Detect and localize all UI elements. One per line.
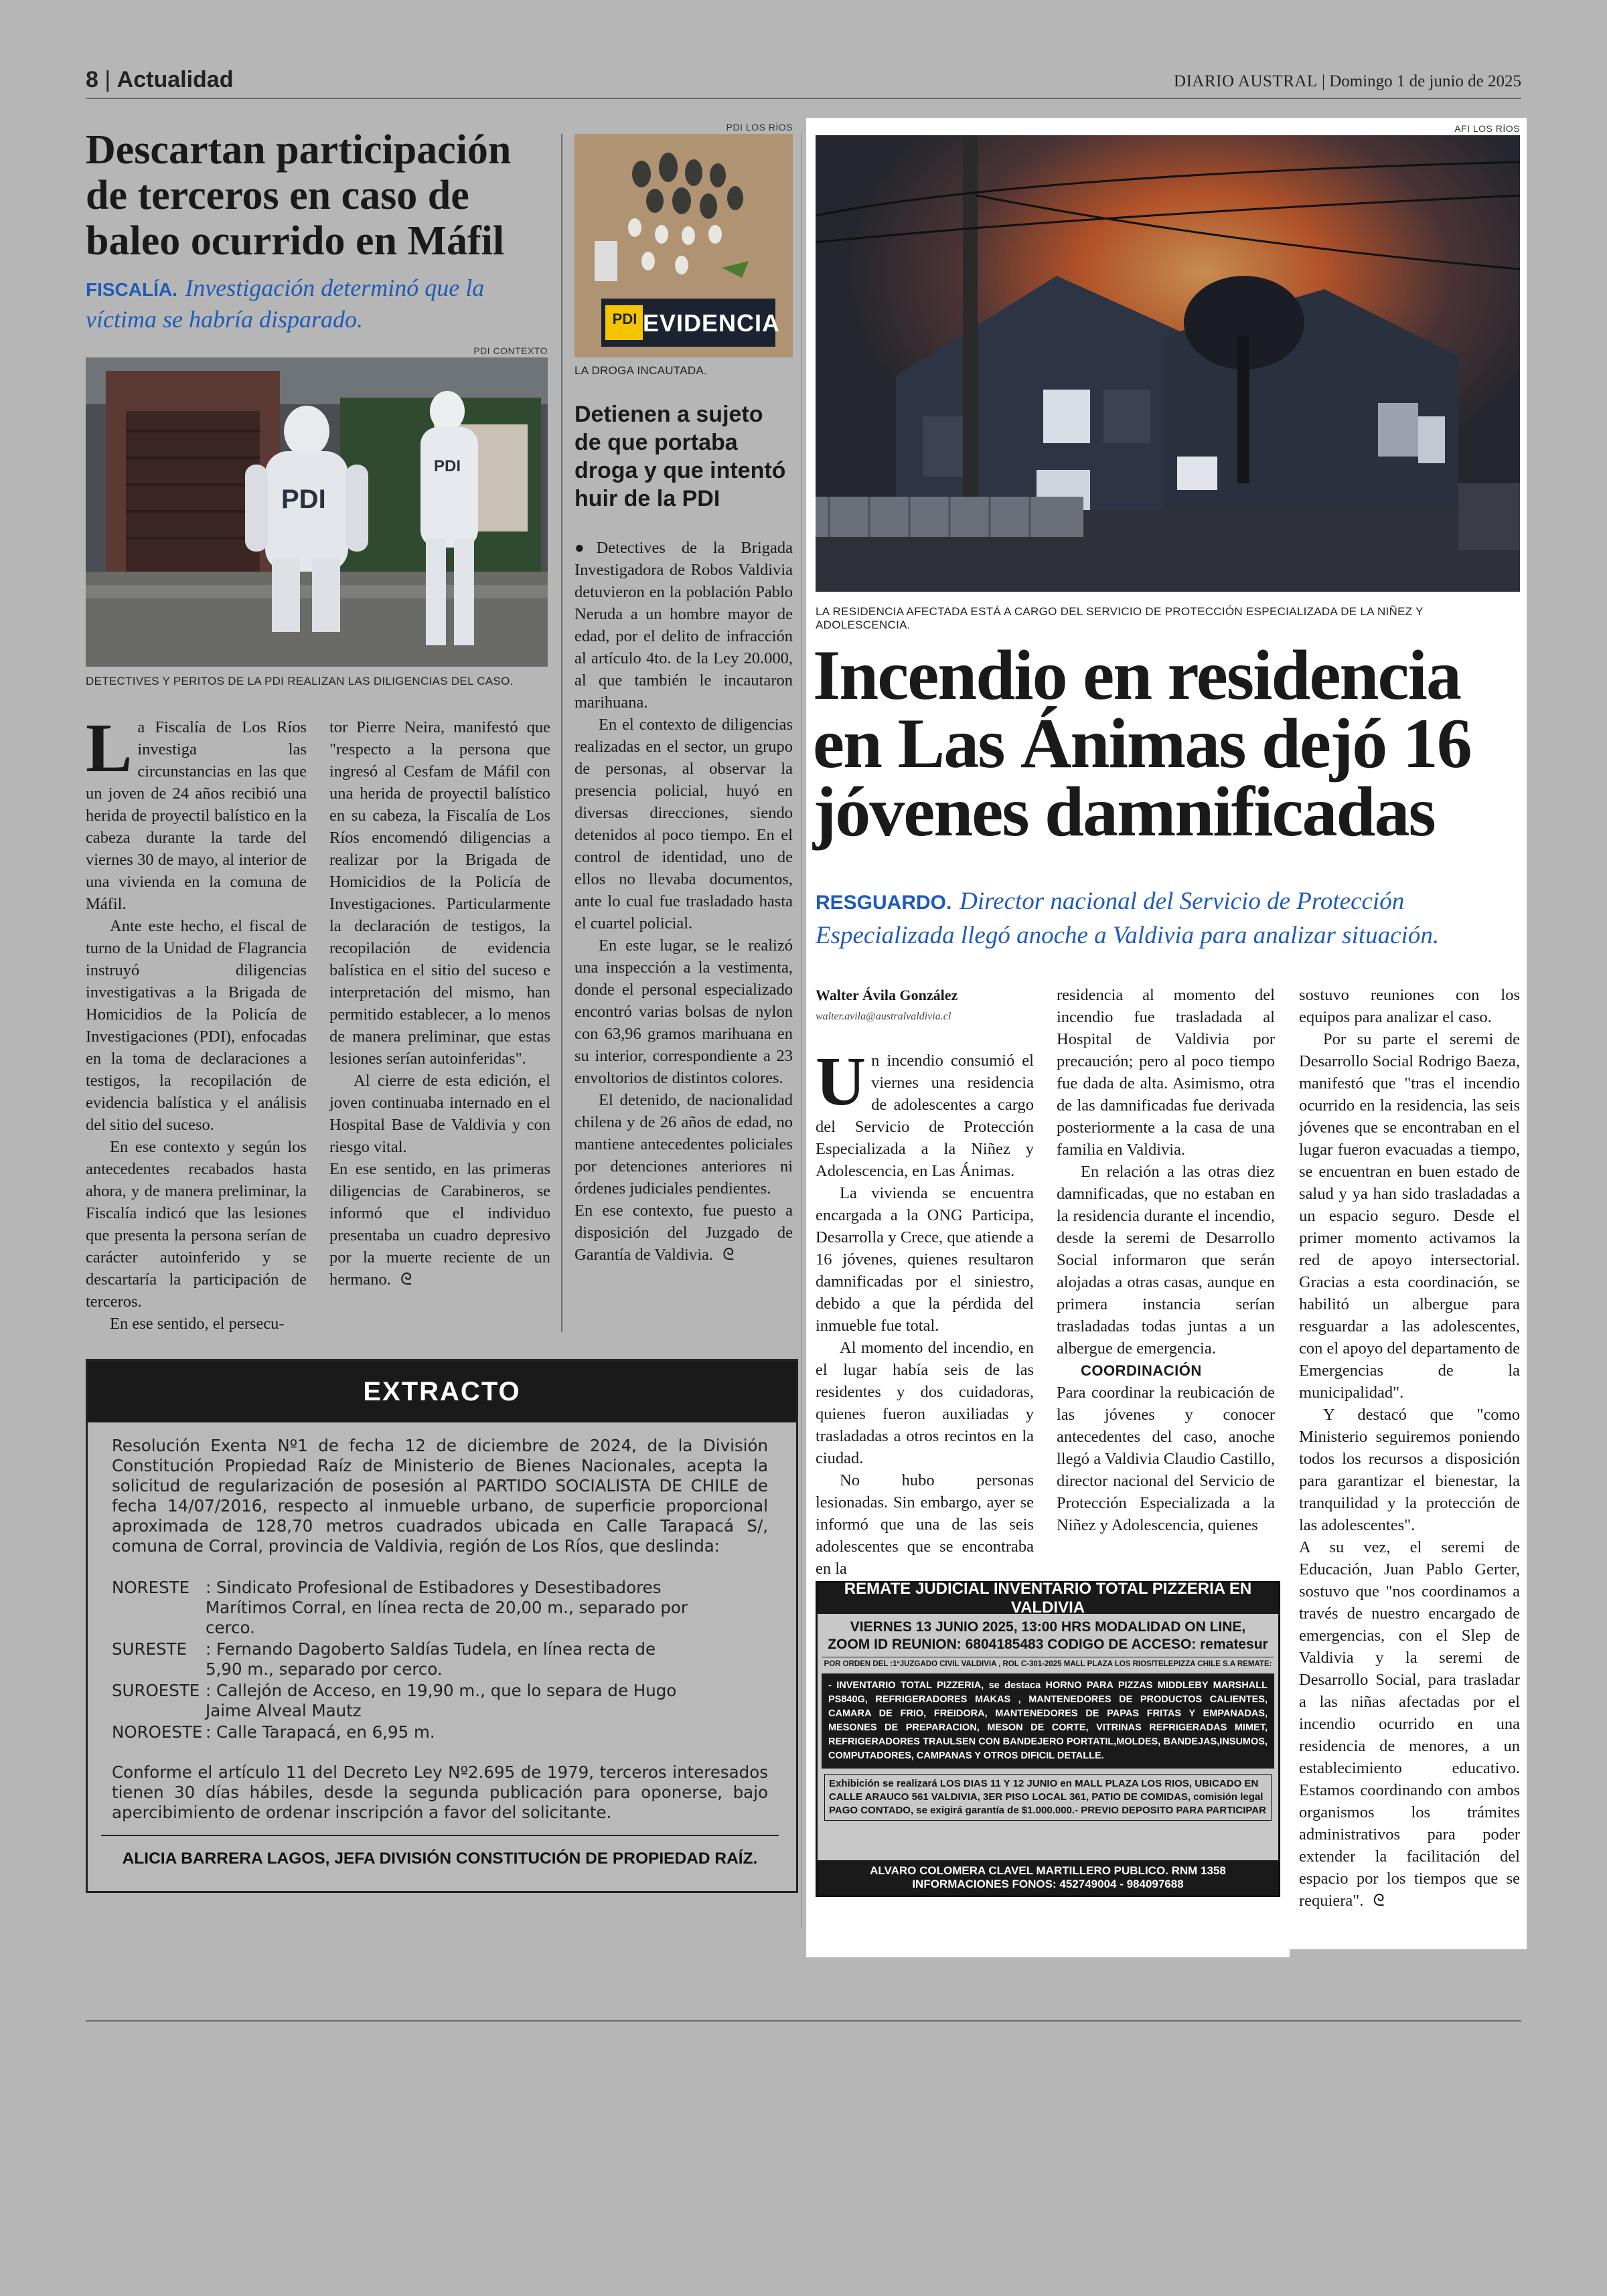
story2-paragraph: En el contexto de diligencias realizadas en el sector, un grupo de personas, al observar la presencia policial, huyó en diversas direcciones, siendo detenidos al poco tiempo. En el control de identidad, uno de ellos no llevaba documentos, ante lo cual fue trasladado hasta el cuartel policial. xyxy=(575,716,793,932)
extracto-signature-rule xyxy=(101,1835,779,1836)
section-name: Actualidad xyxy=(117,67,234,92)
story3-paragraph: n incendio consumió el viernes una residencia de adolescentes a cargo del Servicio de Protección Especializada a la Niñez y Adolescencia, en Las Ánimas. xyxy=(816,1052,1034,1180)
footer-rule xyxy=(86,2020,1521,2022)
boundary-direction: SUROESTE xyxy=(112,1681,200,1700)
page-number: 8 xyxy=(86,67,98,92)
issue-date: Domingo 1 de junio de 2025 xyxy=(1329,72,1521,90)
story1-paragraph: Al cierre de esta edición, el joven continuaba internado en el Hospital Base de Valdivia y con riesgo vital. xyxy=(329,1072,550,1156)
story3-paragraph: Por su parte el seremi de Desarrollo Social Rodrigo Baeza, manifestó que "tras el incendio ocurrido en la residencia, las seis jóvenes que se encontraban en el lugar fueron evacuadas a tiempo, se encuentran en buen estado de salud y ya han sido trasladadas a un espacio seguro. Desde el primer momento activamos la red de apoyo intersectorial. Gracias a esta coordinación, se habilitó un albergue para resguardar a las adolescentes, con el apoyo del departamento de Emergencias de la municipalidad". xyxy=(1299,1030,1520,1402)
boundary-direction: NOROESTE xyxy=(112,1722,203,1742)
story2-paragraph: En este lugar, se le realizó una inspección a la vestimenta, donde el personal especializado encontró varias bolsas de nylon con 63,96 gramos marihuana en su interior, correspondiente a 23 envoltorios de distintos colores. xyxy=(575,936,793,1087)
story3-email: walter.avila@australvaldivia.cl xyxy=(816,1011,951,1022)
story1-column-1 xyxy=(86,710,307,1335)
remate-exhibition: Exhibición se realizará LOS DIAS 11 Y 12 JUNIO en MALL PLAZA LOS RIOS, UBICADO EN CALLE ARAUCO 561 VALDIVIA, 3ER PISO LOCAL 361, PATIO DE COMIDAS, comisión legal PAGO CONTADO, se exigirá garantía de $1.000.000.- PREVIO DEPOSITO PARA PARTICIPAR xyxy=(824,1774,1272,1821)
story3-paragraph: Al momento del incendio, en el lugar había seis de las residentes y dos cuidadoras, quienes fueron auxiliadas y trasladadas a otros recintos en la ciudad. xyxy=(816,1339,1034,1467)
story2-end-mark: ᘓ xyxy=(722,1246,735,1264)
extracto-boundaries xyxy=(112,1578,768,1742)
story3-headline: Incendio en residencia en Las Ánimas dejó 16 jóvenes damnificadas xyxy=(813,636,1471,851)
evidence-badge-pdi: PDI xyxy=(612,311,637,327)
extracto-title: EXTRACTO xyxy=(363,1376,521,1406)
story3-author: Walter Ávila González xyxy=(816,987,958,1003)
remate-ad xyxy=(816,1581,1280,1897)
header-rule xyxy=(86,98,1521,99)
story3-column-3 xyxy=(1299,984,1520,1912)
extracto-closing: Conforme el artículo 11 del Decreto Ley Nº2.695 de 1979, terceros interesados tienen 30 días hábiles, desde la segunda publicación para oponerse, bajo apercibimiento de ordenar inscripción a favor del solicitante. xyxy=(112,1762,768,1822)
svg-text:PDI: PDI xyxy=(434,457,461,475)
story2-headline: Detienen a sujeto de que portaba droga y que intentó huir de la PDI xyxy=(575,402,786,511)
story1-kicker: FISCALÍA. xyxy=(86,279,177,300)
story3-paragraph: Y destacó que "como Ministerio seguiremos poniendo todos los recursos a disposición para garantizar el bienestar, la tranquilidad y la protección de las adolescentes". xyxy=(1299,1406,1520,1534)
remate-date-line: VIERNES 13 JUNIO 2025, 13:00 HRS MODALIDAD ON LINE, xyxy=(850,1619,1246,1635)
story3-dropcap: U xyxy=(816,1043,866,1120)
story3-column-2 xyxy=(1057,984,1275,1536)
boundary-row xyxy=(112,1578,768,1638)
story1-deck xyxy=(86,273,554,335)
house-fire-image xyxy=(816,135,1520,592)
remate-inventory: - INVENTARIO TOTAL PIZZERIA, se destaca HORNO PARA PIZZAS MIDDLEBY MARSHALL PS840G, REFRIGERADORES MAKAS , MANTENEDORES DE PRODUCTOS CALIENTES, CAMARA DE FRIO, FREIDORA, MANTENEDORES DE PAPAS FRITAS Y EMPANADAS, MESONES DE PREPARACION, MESON DE CORTE, VITRINAS REFRIGERADAS MIMET, REFRIGERADORES TRAULSEN CON BANDEJERO PORTATIL,MOLDES, BANDEJAS,INSUMOS, COMPUTADORES, CAMPANAS Y OTROS DIFICIL DETALLE. xyxy=(828,1680,1268,1761)
remate-zoom-line: ZOOM ID REUNION: 6804185483 CODIGO DE ACCESO: rematesur xyxy=(828,1637,1268,1652)
boundary-direction: NORESTE xyxy=(112,1578,190,1597)
story3-paragraph: A su vez, el seremi de Educación, Juan Pablo Gerter, sostuvo que "nos coordinamos a través de nuestro encargado de emergencias, con el Slep de Valdivia y la seremi de Desarrollo Social, para trasladar a las niñas afectadas por el incendio ocurrido en una residencia de menores, a un establecimiento educativo. Estamos coordinando con ambos organismos los trámites administrativos para poder extender la facilitación del espacio por los tiempos que se requiera". xyxy=(1299,1538,1520,1910)
story1-dropcap: L xyxy=(86,710,133,787)
extracto-notice xyxy=(86,1359,798,1893)
evidence-badge-text: EVIDENCIA xyxy=(643,309,781,337)
boundary-direction: SURESTE xyxy=(112,1639,187,1659)
boundary-row xyxy=(112,1722,768,1742)
story1-paragraph: tor Pierre Neira, manifestó que "respecto a la persona que ingresó al Cesfam de Máfil con una herida de proyectil balístico en su cabeza, la Fiscalía de Los Ríos encomendó diligencias a realizar por la Brigada de Homicidios de la Policía de Investigaciones. Particularmente la declaración de testigos, la recopilación de evidencia balística en el sitio del suceso e interpretación del mismo, han permitido establecer, a lo menos de manera preliminar, que estas lesiones serían autoinferidas". xyxy=(329,718,550,1068)
story2-paragraph: En ese contexto, fue puesto a disposición del Juzgado de Garantía de Valdivia. xyxy=(575,1202,793,1264)
story3-subhead: COORDINACIÓN xyxy=(1081,1362,1202,1379)
story3-paragraph: La vivienda se encuentra encargada a la ONG Participa, Desarrolla y Crece, que atiende a 16 jóvenes, quienes resultaron damnificadas por el siniestro, debido a que la pérdida del inmueble fue total. xyxy=(816,1184,1034,1335)
story1-photo-caption: DETECTIVES Y PERITOS DE LA PDI REALIZAN LAS DILIGENCIAS DEL CASO. xyxy=(86,675,514,687)
remate-title-bar xyxy=(818,1580,1278,1617)
story3-photo xyxy=(816,135,1520,592)
extracto-signature: ALICIA BARRERA LAGOS, JEFA DIVISIÓN CONSTITUCIÓN DE PROPIEDAD RAÍZ. xyxy=(122,1850,758,1868)
story1-column-2 xyxy=(329,716,550,1291)
forensic-scene-image xyxy=(86,357,548,667)
boundary-text: : Calle Tarapacá, en 6,95 m. xyxy=(206,1722,435,1742)
story1-paragraph: En ese contexto y según los antecedentes recabados hasta ahora, y de manera preliminar, la Fiscalía indicó que las lesiones que presenta la persona serían de carácter autoinferido y se descartaría la participación de terceros. xyxy=(86,1138,307,1311)
story1-headline: Descartan participación de terceros en caso de baleo ocurrido en Máfil xyxy=(86,127,512,264)
story3-photo-caption: LA RESIDENCIA AFECTADA ESTÁ A CARGO DEL SERVICIO DE PROTECCIÓN ESPECIALIZADA DE LA NIÑEZ Y ADOLESCENCIA. xyxy=(816,605,1424,631)
story2-photo-credit: PDI LOS RÍOS xyxy=(726,122,793,133)
story3-end-mark: ᘓ xyxy=(1373,1892,1385,1910)
boundary-text: : Sindicato Profesional de Estibadores y Desestibadores Marítimos Corral, en línea recta de 20,00 m., separado por cerco. xyxy=(206,1578,688,1637)
story3-photo-credit: AFI LOS RÍOS xyxy=(1454,123,1520,134)
svg-text:PDI: PDI xyxy=(281,485,326,514)
paper-name: DIARIO AUSTRAL xyxy=(1174,72,1318,90)
story1-paragraph: Ante este hecho, el fiscal de turno de la Unidad de Flagrancia instruyó diligencias investigativas a la Brigada de Homicidios de la Policía de Investigaciones (PDI), enfocadas en la toma de declaraciones a testigos, la recopilación de evidencia balística y el análisis del sitio del suceso. xyxy=(86,917,307,1134)
story2-column xyxy=(575,537,793,1266)
remate-title: REMATE JUDICIAL INVENTARIO TOTAL PIZZERIA EN VALDIVIA xyxy=(844,1580,1252,1617)
story3-paragraph: En relación a las otras diez damnificadas, que no estaban en la residencia durante el incendio, desde la seremi de Desarrollo Social informaron que serán alojadas a otras casas, aunque en primera instancia serían trasladadas todas juntas a un albergue de emergencia. xyxy=(1057,1163,1275,1358)
story1-paragraph: a Fiscalía de Los Ríos investiga las circunstancias en las que un joven de 24 años recibió una herida de proyectil balístico en la cabeza durante la tarde del viernes 30 de mayo, al interior de una vivienda en la comuna de Máfil. xyxy=(86,718,307,913)
story3-paragraph: sostuvo reuniones con los equipos para analizar el caso. xyxy=(1299,986,1520,1026)
remate-inventory-block xyxy=(822,1673,1274,1769)
extracto-intro: Resolución Exenta Nº1 de fecha 12 de diciembre de 2024, de la División Constitución Propiedad Raíz de Ministerio de Bienes Nacionales, acepta la solicitud de regularización de posesión al PARTIDO SOCIALISTA DE CHILE de fecha 14/07/2016, respecto al inmueble urbano, de superficie proporcional aproximada de 128,70 metros cuadrados ubicada en Calle Tarapacá S/, comuna de Corral, provincia de Valdivia, región de Los Ríos, que deslinda: xyxy=(112,1436,768,1556)
story3-paragraph: residencia al momento del incendio fue trasladada al Hospital de Valdivia por precaución; pero al poco tiempo fue dada de alta. Asimismo, otra de las damnificadas fue derivada posteriormente a la casa de una familia en Valdivia. xyxy=(1057,986,1275,1159)
story2-paragraph: ●Detectives de la Brigada Investigadora de Robos Valdivia detuvieron en la población Pablo Neruda a un hombre mayor de edad, por el delito de infracción al artículo 4to. de la Ley 20.000, al que también le incautaron marihuana. xyxy=(575,539,793,712)
story3-kicker: RESGUARDO. xyxy=(816,892,952,914)
story2-photo-caption: LA DROGA INCAUTADA. xyxy=(575,364,708,377)
right-panel-lower-gray xyxy=(1290,1949,1527,1957)
boundary-row xyxy=(112,1681,768,1721)
story3-subtitle: Director nacional del Servicio de Protección Especializada llegó anoche a Valdivia para analizar situación. xyxy=(816,888,1440,949)
story1-paragraph: En ese sentido, en las primeras diligencias de Carabineros, se informó que el individuo presentaba un cuadro depresivo por la muerte reciente de un hermano. xyxy=(329,1160,550,1289)
story3-paragraph: No hubo personas lesionadas. Sin embargo, ayer se informó que una de las seis adolescentes que se encontraba en la xyxy=(816,1471,1034,1578)
boundary-text: : Fernando Dagoberto Saldías Tudela, en línea recta de 5,90 m., separado por cerco. xyxy=(206,1639,656,1679)
story2-photo xyxy=(575,134,793,357)
column-divider-1 xyxy=(561,134,562,1332)
story3-paragraph: Para coordinar la reubicación de las jóvenes y conocer antecedentes del caso, anoche llegó a Valdivia Claudio Castillo, director nacional del Servicio de Protección Especializada a la Niñez y Adolescencia, quienes xyxy=(1057,1384,1275,1534)
remate-auctioneer: ALVARO COLOMERA CLAVEL MARTILLERO PUBLICO. RNM 1358 xyxy=(870,1864,1226,1877)
masthead-dateline: DIARIO AUSTRAL | Domingo 1 de junio de 2025 xyxy=(1174,72,1521,90)
story3-deck xyxy=(816,885,1519,952)
remate-phones: INFORMACIONES FONOS: 452749004 - 984097688 xyxy=(912,1878,1184,1890)
page-folio: 8 | Actualidad xyxy=(86,67,234,92)
boundary-row xyxy=(112,1639,768,1679)
story1-subtitle: Investigación determinó que la víctima se habría disparado. xyxy=(86,274,485,333)
boundary-text: : Callejón de Acceso, en 19,90 m., que lo separa de Hugo Jaime Alveal Mautz xyxy=(206,1681,677,1720)
story2-paragraph: El detenido, de nacionalidad chilena y de 26 años de edad, no mantiene antecedentes policiales por detenciones anteriores ni órdenes judiciales pendientes. xyxy=(575,1091,793,1198)
extracto-title-bar xyxy=(88,1361,796,1422)
story1-paragraph: En ese sentido, el persecu- xyxy=(110,1315,285,1333)
remate-footer xyxy=(818,1860,1278,1895)
story1-end-mark: ᘓ xyxy=(400,1270,412,1289)
story3-column-1 xyxy=(816,1043,1034,1580)
story1-photo-credit: PDI CONTEXTO xyxy=(473,345,548,356)
story1-photo xyxy=(86,357,548,667)
remate-order-line: POR ORDEN DEL :1ºJUZGADO CIVIL VALDIVIA , ROL C-301-2025 MALL PLAZA LOS RIOS/TELEPIZZA CHILE S.A REMATE: xyxy=(822,1657,1274,1668)
